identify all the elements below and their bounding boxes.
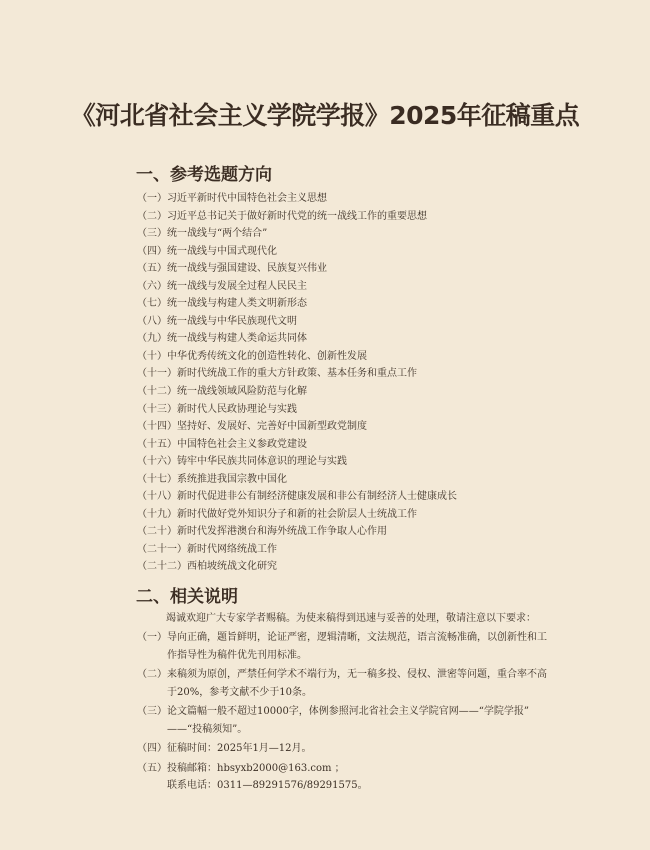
list-item-number: （二十二） [137,561,187,573]
list-item-number: （二十一） [137,543,187,555]
note-item [137,760,577,795]
list-item-text: 统一战线领域风险防范与化解 [177,386,307,398]
list-item [137,313,457,331]
note-body [167,740,577,758]
list-item [137,401,457,419]
list-item-number: （六） [137,280,167,292]
list-item [137,541,457,559]
list-item-number: （十三） [137,403,177,415]
list-item [137,278,457,296]
note-line: 投稿邮箱：hbsyxb2000@163.com ； [167,762,345,774]
note-line: 来稿须为原创，严禁任何学术不端行为，无一稿多投、侵权、泄密等问题，重合率不高 [167,669,547,680]
list-item-text: 习近平总书记关于做好新时代党的统一战线工作的重要思想 [167,210,427,222]
list-item-text: 新时代发挥港澳台和海外统战工作争取人心作用 [177,526,387,538]
note-line: ——“投稿须知”。 [167,723,248,735]
note-number: （一） [137,632,167,643]
list-item-number: （五） [137,263,167,275]
list-item-text: 习近平新时代中国特色社会主义思想 [167,193,327,204]
list-item-number: （七） [137,298,167,310]
page-title: 《河北省社会主义学院学报》2025年征稿重点 [70,101,580,130]
notes-block [137,610,577,795]
list-item-text: 西柏坡统战文化研究 [187,561,277,573]
list-item-text: 新时代网络统战工作 [187,543,277,555]
notes-intro: 竭诚欢迎广大专家学者赐稿。为使来稿得到迅速与妥善的处理，敬请注意以下要求： [166,613,536,624]
list-item-text: 新时代做好党外知识分子和新的社会阶层人士统战工作 [177,508,417,520]
note-body [167,760,577,795]
list-item-text: 统一战线与发展全过程人民民主 [167,280,307,292]
list-item-number: （十八） [137,491,177,503]
note-number: （二） [137,669,167,680]
list-item-number: （十） [137,350,167,362]
list-item [137,488,457,506]
list-item-text: 统一战线与强国建设、民族复兴伟业 [167,263,327,275]
list-item [137,348,457,366]
list-item-text: 统一战线与中国式现代化 [167,245,277,257]
list-item-number: （十一） [137,368,177,380]
list-item-text: 中国特色社会主义参政党建设 [177,438,307,450]
note-number: （五） [137,762,167,774]
topic-list [137,190,457,576]
list-item-text: 铸牢中华民族共同体意识的理论与实践 [177,456,347,468]
list-item [137,383,457,401]
list-item-text: 统一战线与“两个结合” [167,228,268,240]
list-item-number: （九） [137,333,167,345]
note-line: 论文篇幅一般不超过10000字，体例参照河北省社会主义学院官网——“学院学报” [167,706,530,717]
list-item-number: （十六） [137,456,177,468]
list-item-number: （十九） [137,508,177,520]
list-item [137,190,457,208]
note-item [137,740,577,758]
note-item [137,629,577,664]
section-heading-topics: 一、参考选题方向 [136,165,272,185]
note-number: （三） [137,706,167,717]
list-item-text: 统一战线与构建人类命运共同体 [167,333,307,345]
list-item-text: 新时代人民政协理论与实践 [177,403,297,415]
list-item [137,436,457,454]
list-item [137,208,457,226]
list-item-number: （十四） [137,421,177,433]
list-item [137,453,457,471]
list-item-number: （一） [137,193,167,204]
note-item [137,666,577,701]
list-item [137,418,457,436]
note-body [167,629,577,664]
list-item-number: （十二） [137,386,177,398]
list-item [137,295,457,313]
list-item-text: 统一战线与中华民族现代文明 [167,315,297,327]
list-item [137,471,457,489]
list-item-text: 系统推进我国宗教中国化 [177,473,287,485]
list-item [137,260,457,278]
list-item [137,506,457,524]
list-item-number: （三） [137,228,167,240]
note-line: 征稿时间：2025年1月—12月。 [167,743,312,754]
list-item-number: （十七） [137,473,177,485]
list-item-text: 坚持好、发展好、完善好中国新型政党制度 [177,421,367,433]
list-item-number: （二） [137,210,167,222]
note-line: 联系电话：0311—89291576/89291575。 [167,780,368,791]
list-item-text: 中华优秀传统文化的创造性转化、创新性发展 [167,350,367,362]
note-line: 于20%，参考文献不少于10条。 [167,686,312,698]
list-item-number: （八） [137,315,167,327]
note-item [137,703,577,738]
list-item [137,523,457,541]
list-item-number: （十五） [137,438,177,450]
note-body [167,666,577,701]
list-item [137,330,457,348]
note-line: 作指导性为稿件优先刊用标准。 [167,649,307,661]
list-item [137,225,457,243]
list-item-text: 统一战线与构建人类文明新形态 [167,298,307,310]
list-item [137,558,457,576]
list-item-text: 新时代促进非公有制经济健康发展和非公有制经济人士健康成长 [177,491,457,503]
note-number: （四） [137,743,167,754]
note-line: 导向正确，题旨鲜明，论证严密，逻辑清晰，文法规范，语言流畅准确，以创新性和工 [167,632,547,643]
list-item-number: （二十） [137,526,177,538]
section-heading-notes: 二、相关说明 [136,587,238,607]
list-item-text: 新时代统战工作的重大方针政策、基本任务和重点工作 [177,368,417,380]
list-item [137,243,457,261]
note-body [167,703,577,738]
list-item [137,365,457,383]
list-item-number: （四） [137,245,167,257]
